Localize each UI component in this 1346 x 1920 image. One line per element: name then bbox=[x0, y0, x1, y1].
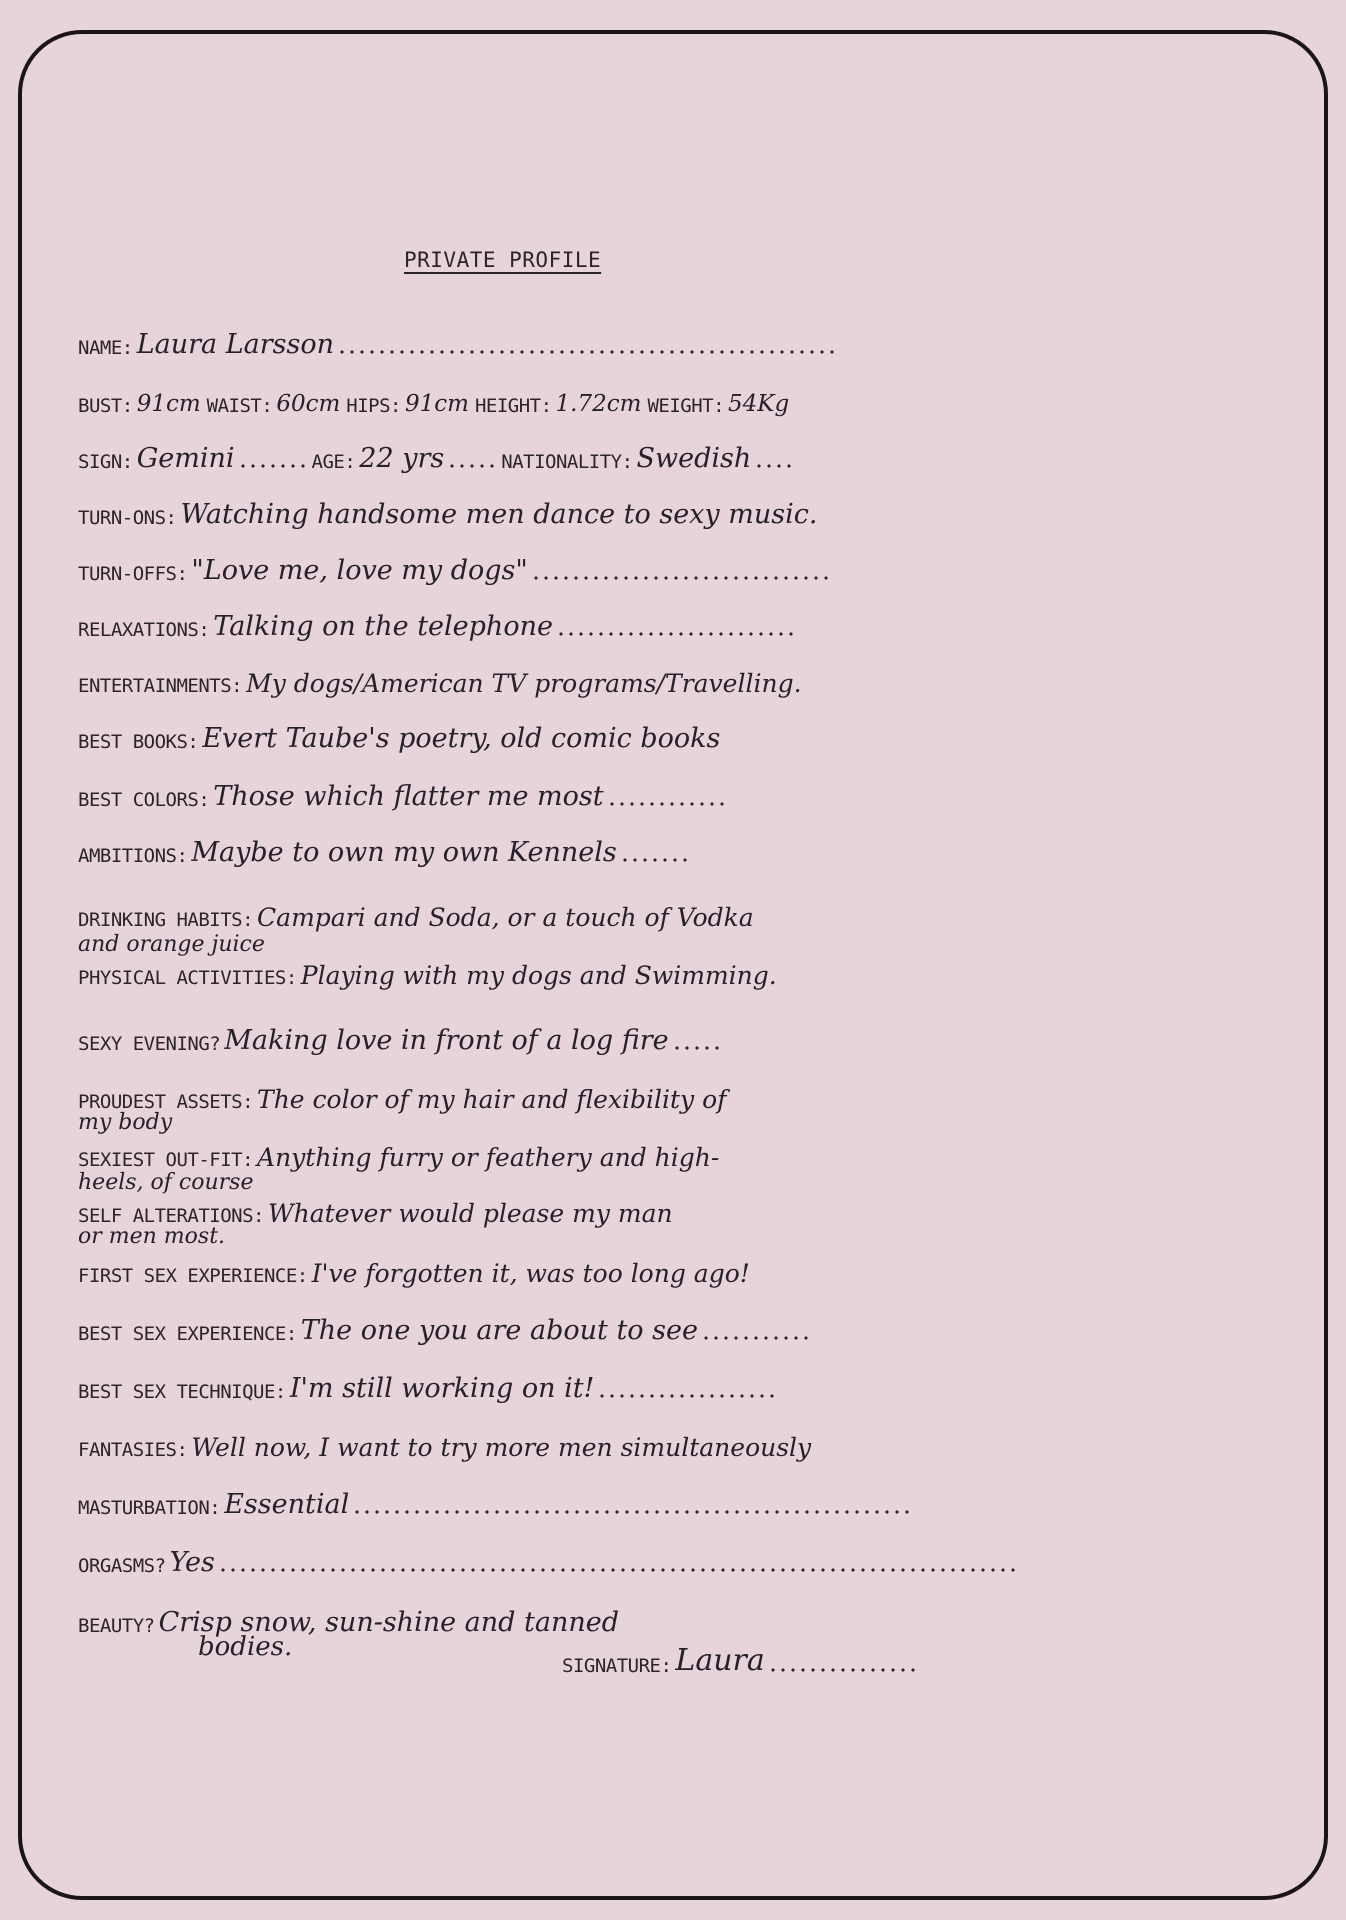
fantasies-label: FANTASIES: bbox=[78, 1439, 188, 1461]
dotted-line bbox=[597, 1393, 777, 1399]
best-sex-technique-row bbox=[78, 1362, 1298, 1402]
sign-value: Gemini bbox=[136, 443, 235, 474]
drinking-habits-label: DRINKING HABITS: bbox=[78, 909, 254, 931]
dotted-line bbox=[556, 631, 796, 637]
hips-value: 91cm bbox=[404, 391, 469, 417]
name-value: Laura Larsson bbox=[136, 329, 334, 360]
relaxations-value: Talking on the telephone bbox=[213, 611, 553, 642]
beauty-value: Crisp snow, sun-shine and tanned bbox=[158, 1607, 620, 1638]
page-title: PRIVATE PROFILE bbox=[404, 248, 602, 272]
self-alterations-row bbox=[78, 1186, 1298, 1226]
dotted-line bbox=[701, 1335, 811, 1341]
proudest-assets-value: The color of my hair and flexibility of bbox=[257, 1085, 727, 1114]
self-alterations-value: Whatever would please my man bbox=[267, 1199, 673, 1228]
best-books-row bbox=[78, 712, 1298, 752]
dotted-line bbox=[531, 575, 831, 581]
bust-label: BUST: bbox=[78, 395, 133, 417]
entertainments-value: My dogs/American TV programs/Travelling. bbox=[246, 669, 802, 698]
height-value: 1.72cm bbox=[555, 391, 642, 417]
entertainments-row bbox=[78, 656, 1298, 696]
orgasms-row bbox=[78, 1536, 1298, 1576]
ambitions-row bbox=[78, 826, 1298, 866]
best-sex-technique-value: I'm still working on it! bbox=[289, 1373, 595, 1404]
dotted-line bbox=[352, 1509, 912, 1515]
signature-value: Laura bbox=[675, 1643, 765, 1678]
fantasies-row bbox=[78, 1420, 1298, 1460]
entertainments-label: ENTERTAINMENTS: bbox=[78, 675, 243, 697]
proudest-assets-continuation: my body bbox=[78, 1110, 173, 1135]
sign-label: SIGN: bbox=[78, 451, 133, 473]
dotted-line bbox=[337, 349, 837, 355]
signature-label: SIGNATURE: bbox=[562, 1655, 672, 1677]
best-sex-experience-value: The one you are about to see bbox=[300, 1315, 698, 1346]
best-sex-technique-label: BEST SEX TECHNIQUE: bbox=[78, 1381, 286, 1403]
best-colors-row bbox=[78, 770, 1298, 810]
dotted-line bbox=[768, 1667, 918, 1673]
age-value: 22 yrs bbox=[359, 443, 445, 474]
proudest-assets-row bbox=[78, 1072, 1298, 1112]
age-label: AGE: bbox=[311, 451, 356, 473]
turn-ons-row bbox=[78, 488, 1298, 528]
nationality-label: NATIONALITY: bbox=[501, 451, 633, 473]
weight-label: WEIGHT: bbox=[647, 395, 725, 417]
first-sex-experience-row bbox=[78, 1246, 1298, 1286]
first-sex-experience-label: FIRST SEX EXPERIENCE: bbox=[78, 1265, 308, 1287]
dotted-line bbox=[754, 463, 794, 469]
signature-row bbox=[562, 1643, 918, 1678]
ambitions-value: Maybe to own my own Kennels bbox=[191, 837, 617, 868]
turn-offs-value: "Love me, love my dogs" bbox=[191, 555, 528, 586]
sexiest-outfit-value: Anything furry or feathery and high- bbox=[257, 1143, 720, 1172]
sexy-evening-value: Making love in front of a log fire bbox=[224, 1025, 669, 1056]
name-row bbox=[78, 318, 1298, 358]
waist-value: 60cm bbox=[276, 391, 341, 417]
best-books-value: Evert Taube's poetry, old comic books bbox=[202, 723, 721, 754]
waist-label: WAIST: bbox=[206, 395, 273, 417]
turn-ons-label: TURN-ONS: bbox=[78, 507, 177, 529]
relaxations-row bbox=[78, 600, 1298, 640]
turn-offs-label: TURN-OFFS: bbox=[78, 563, 188, 585]
orgasms-label: ORGASMS? bbox=[78, 1555, 166, 1577]
dotted-line bbox=[238, 463, 308, 469]
height-label: HEIGHT: bbox=[474, 395, 552, 417]
weight-value: 54Kg bbox=[728, 391, 790, 417]
dotted-line bbox=[447, 463, 497, 469]
measurements-row bbox=[78, 376, 1298, 416]
self-alterations-label: SELF ALTERATIONS: bbox=[78, 1205, 264, 1227]
drinking-habits-value: Campari and Soda, or a touch of Vodka bbox=[257, 903, 754, 932]
dotted-line bbox=[672, 1045, 722, 1051]
beauty-continuation: bodies. bbox=[198, 1632, 293, 1662]
turn-offs-row bbox=[78, 544, 1298, 584]
self-alterations-continuation: or men most. bbox=[78, 1224, 226, 1249]
sexiest-outfit-label: SEXIEST OUT-FIT: bbox=[78, 1149, 254, 1171]
ambitions-label: AMBITIONS: bbox=[78, 845, 188, 867]
sexiest-outfit-row bbox=[78, 1130, 1298, 1170]
drinking-habits-continuation: and orange juice bbox=[78, 932, 265, 957]
nationality-value: Swedish bbox=[636, 443, 752, 474]
masturbation-label: MASTURBATION: bbox=[78, 1497, 221, 1519]
turn-ons-value: Watching handsome men dance to sexy music. bbox=[180, 499, 818, 530]
best-colors-value: Those which flatter me most bbox=[213, 781, 604, 812]
beauty-label: BEAUTY? bbox=[78, 1615, 155, 1637]
sexy-evening-row bbox=[78, 1014, 1298, 1054]
beauty-row bbox=[78, 1596, 1298, 1636]
sexy-evening-label: SEXY EVENING? bbox=[78, 1033, 221, 1055]
masturbation-value: Essential bbox=[224, 1489, 350, 1520]
best-books-label: BEST BOOKS: bbox=[78, 731, 199, 753]
best-sex-experience-label: BEST SEX EXPERIENCE: bbox=[78, 1323, 297, 1345]
dotted-line bbox=[218, 1567, 1018, 1573]
dotted-line bbox=[620, 857, 690, 863]
best-sex-experience-row bbox=[78, 1304, 1298, 1344]
hips-label: HIPS: bbox=[346, 395, 401, 417]
relaxations-label: RELAXATIONS: bbox=[78, 619, 210, 641]
dotted-line bbox=[607, 801, 727, 807]
proudest-assets-label: PROUDEST ASSETS: bbox=[78, 1091, 254, 1113]
physical-activities-label: PHYSICAL ACTIVITIES: bbox=[78, 967, 297, 989]
sign-row bbox=[78, 432, 1298, 472]
fantasies-value: Well now, I want to try more men simultaneously bbox=[191, 1433, 812, 1462]
drinking-habits-row bbox=[78, 890, 1298, 930]
bust-value: 91cm bbox=[136, 391, 201, 417]
masturbation-row bbox=[78, 1478, 1298, 1518]
orgasms-value: Yes bbox=[169, 1547, 215, 1578]
sexiest-outfit-continuation: heels, of course bbox=[78, 1170, 254, 1195]
name-label: NAME: bbox=[78, 337, 133, 359]
first-sex-experience-value: I've forgotten it, was too long ago! bbox=[311, 1259, 750, 1288]
best-colors-label: BEST COLORS: bbox=[78, 789, 210, 811]
physical-activities-value: Playing with my dogs and Swimming. bbox=[300, 961, 777, 990]
physical-activities-row bbox=[78, 948, 1298, 988]
